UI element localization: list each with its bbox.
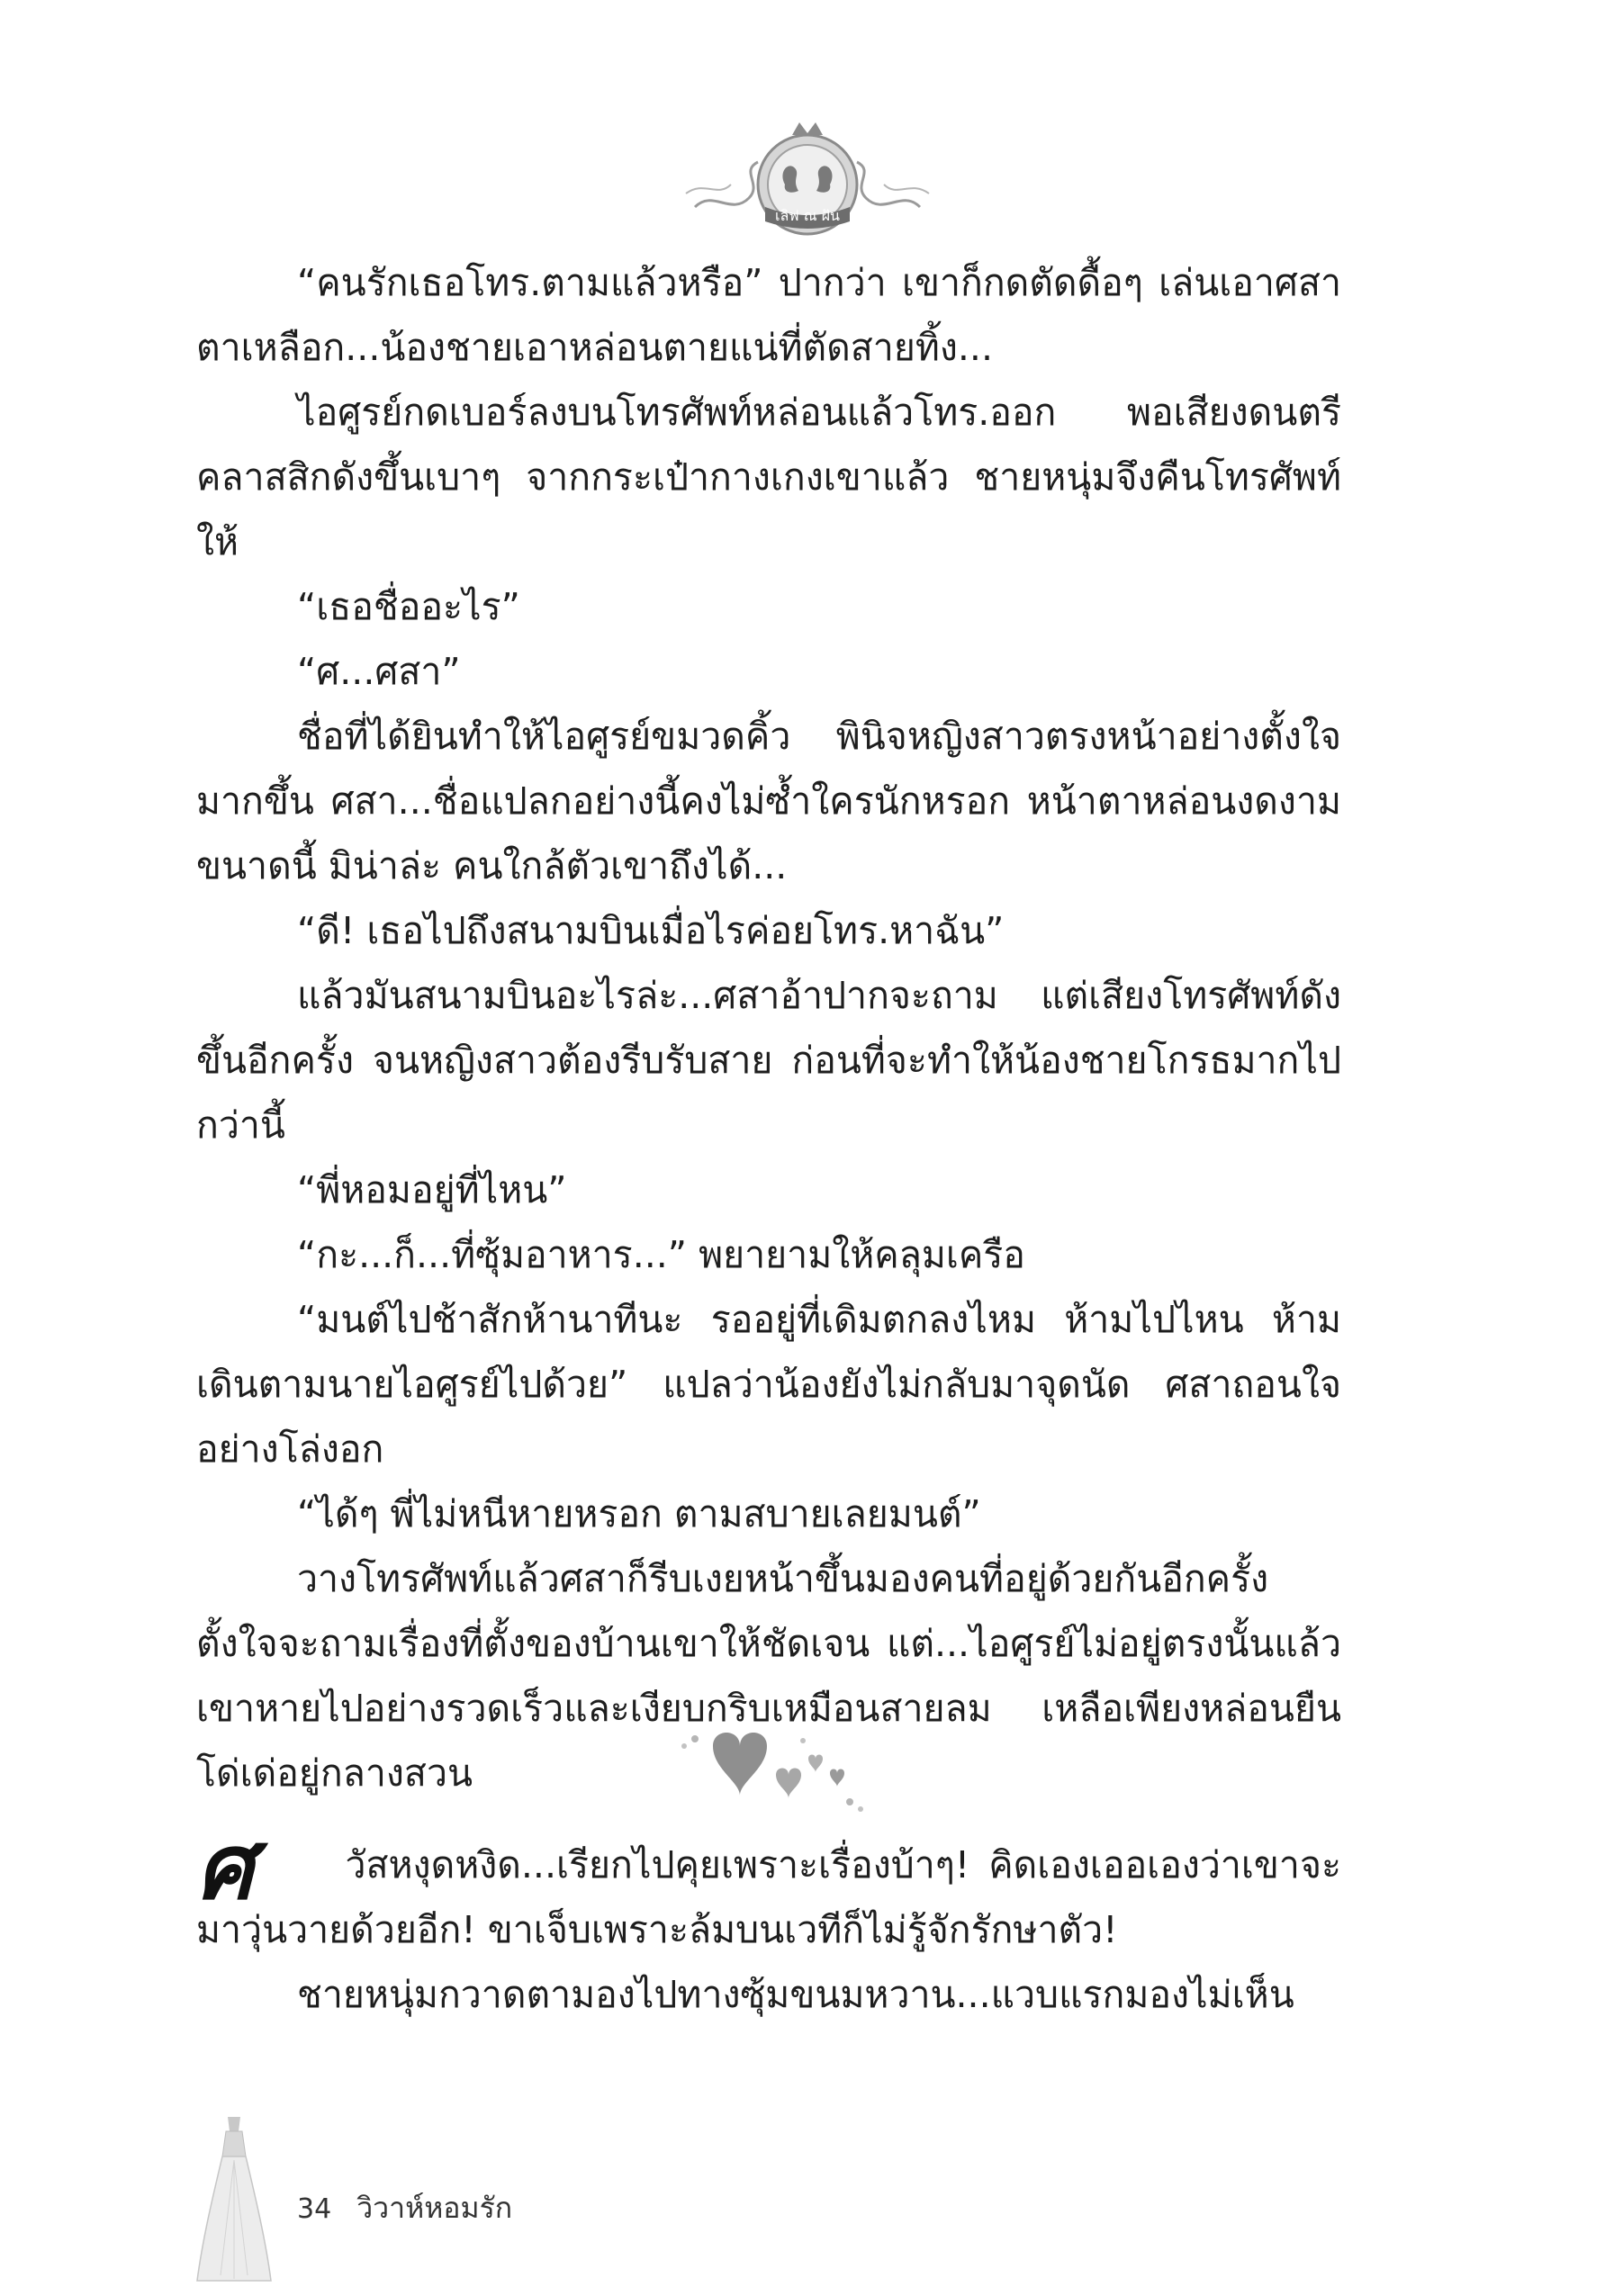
paragraph-5: ชื่อที่ได้ยินทำให้ไอศูรย์ขมวดคิ้ว พินิจหญิงสาวตรงหน้าอย่างตั้งใจมากขึ้น ศสา...ชื่อแปลกอย่างนี้คงไม่ซ้ำใครนักหรอก หน้าตาหล่อนงดงามขนาดนี้ มิน่าล่ะ คนใกล้ตัวเขาถึงได้... [196,715,1341,887]
paragraph-1: “คนรักเธอโทร.ตามแล้วหรือ” ปากว่า เขาก็กดตัดดื้อๆ เล่นเอาศสาตาเหลือก...น้องชายเอาหล่อนตายแน่ที่ตัดสายทิ้ง... [196,261,1341,369]
book-title: วิวาห์หอมรัก [356,2191,513,2225]
logo-text: เลิฟ ณ ฝัน [775,207,840,224]
paragraph-2: ไอศูรย์กดเบอร์ลงบนโทรศัพท์หล่อนแล้วโทร.ออก พอเสียงดนตรีคลาสสิกดังขึ้นเบาๆ จากกระเป๋ากางเกงเขาแล้ว ชายหนุ่มจึงคืนโทรศัพท์ให้ [196,391,1341,563]
paragraph-9: “กะ...ก็...ที่ซุ้มอาหาร...” พยายามให้คลุมเครือ [297,1233,1025,1276]
paragraph-3: “เธอชื่ออะไร” [297,585,520,628]
story-body-section-2 [196,1814,1341,2027]
paragraph-6: “ดี! เธอไปถึงสนามบินเมื่อไรค่อยโทร.หาฉัน” [297,909,1005,952]
paragraph-13 [196,1814,1341,1962]
hearts-icon [641,1719,893,1827]
paragraph-8: “พี่หอมอยู่ที่ไหน” [297,1168,567,1211]
paragraph-7: แล้วมันสนามบินอะไรล่ะ...ศสาอ้าปากจะถาม แต่เสียงโทรศัพท์ดังขึ้นอีกครั้ง จนหญิงสาวต้องรีบรับสาย ก่อนที่จะทำให้น้องชายโกรธมากไปกว่านี้ [196,974,1341,1147]
paragraph-12: วางโทรศัพท์แล้วศสาก็รีบเงยหน้าขึ้นมองคนที่อยู่ด้วยกันอีกครั้ง ตั้งใจจะถามเรื่องที่ตั้งของบ้านเขาให้ชัดเจน แต่...ไอศูรย์ไม่อยู่ตรงนั้นแล้ว เขาหายไปอย่างรวดเร็วและเงียบกริบเหมือนสายลม เหลือเพียงหล่อนยืนโด่เด่อยู่กลางสวน [196,1557,1341,1795]
paragraph-11: “ได้ๆ พี่ไม่หนีหายหรอก ตามสบายเลยมนต์” [297,1492,981,1535]
page-number: 34 [297,2193,332,2225]
paragraph-13-text: วัสหงุดหงิด...เรียกไปคุยเพราะเรื่องบ้าๆ! คิดเองเออเองว่าเขาจะมาวุ่นวายด้วยอีก! ขาเจ็บเพราะล้มบนเวทีก็ไม่รู้จักรักษาตัว! [196,1843,1341,1951]
scene-break-hearts [641,1719,893,1827]
drop-cap: ศ [196,1814,254,1920]
paragraph-14: ชายหนุ่มกวาดตามองไปทางซุ้มขนมหวาน...แวบแรกมองไม่เห็น [297,1973,1294,2016]
wedding-gown-icon [194,2113,275,2284]
paragraph-10: “มนต์ไปช้าสักห้านาทีนะ รออยู่ที่เดิมตกลงไหม ห้ามไปไหน ห้ามเดินตามนายไอศูรย์ไปด้วย” แปลว่าน้องยังไม่กลับมาจุดนัด ศสาถอนใจอย่างโล่งอก [196,1298,1341,1471]
story-body [196,250,1341,1805]
page-footer [297,2185,512,2231]
header-logo [677,108,938,243]
paragraph-4: “ศ...ศสา” [297,650,461,693]
